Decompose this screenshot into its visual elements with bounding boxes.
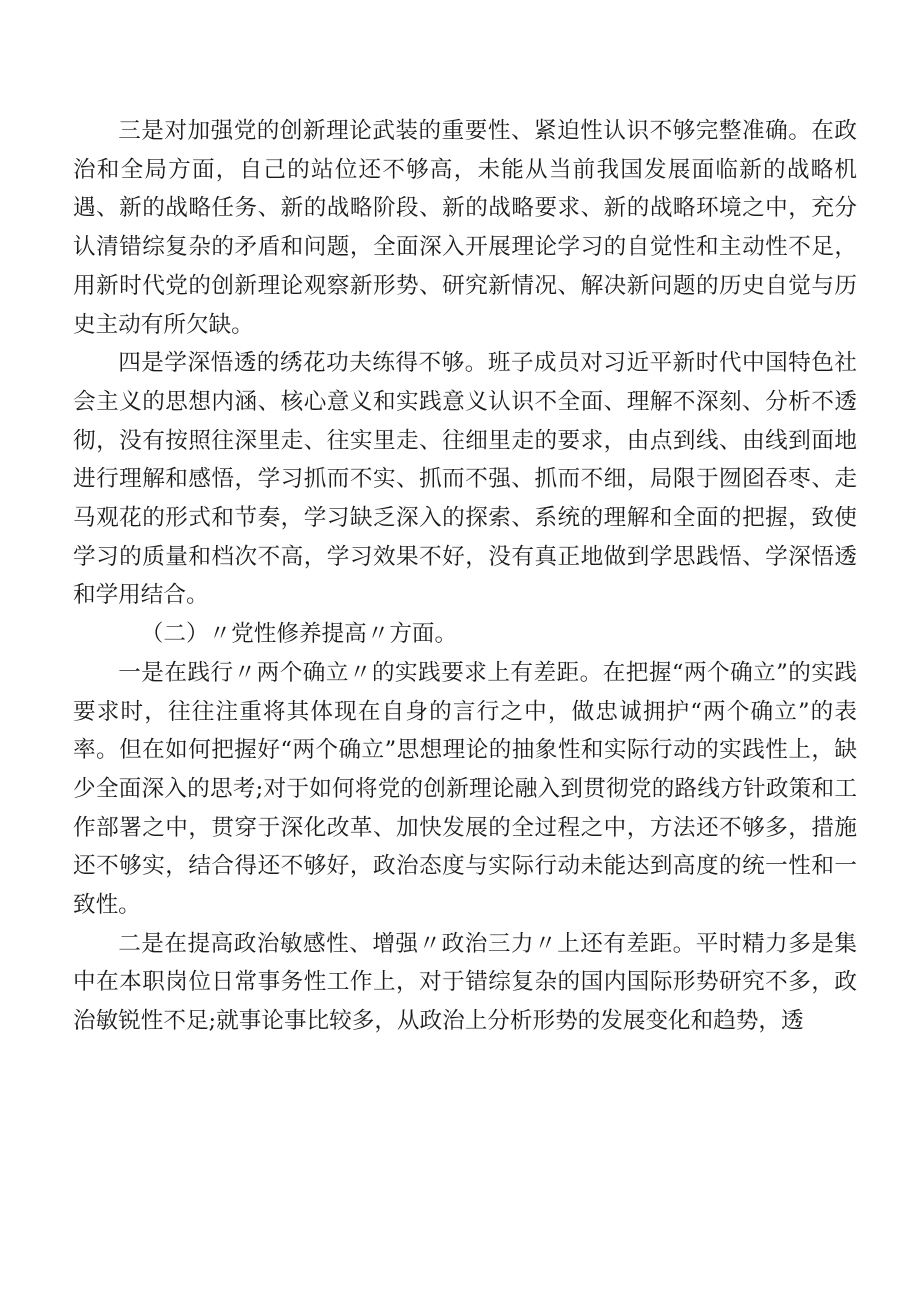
document-body	[73, 112, 857, 1041]
paragraph-point-two: 二是在提高政治敏感性、增强〃政治三力〃上还有差距。平时精力多是集中在本职岗位日常事务性工作上，对于错综复杂的国内国际形势研究不多，政治敏锐性不足;就事论事比较多，从政治上分析形势的发展变化和趋势，透	[73, 930, 857, 1035]
paragraph-point-four: 四是学深悟透的绣花功夫练得不够。班子成员对习近平新时代中国特色社会主义的思想内涵、核心意义和实践意义认识不全面、理解不深刻、分析不透彻，没有按照往深里走、往实里走、往细里走的要求，由点到线、由线到面地进行理解和感悟，学习抓而不实、抓而不强、抓而不细，局限于囫囵吞枣、走马观花的形式和节奏，学习缺乏深入的探索、系统的理解和全面的把握，致使学习的质量和档次不高，学习效果不好，没有真正地做到学思践悟、学深悟透和学用结合。	[73, 350, 857, 609]
paragraph-point-three: 三是对加强党的创新理论武装的重要性、紧迫性认识不够完整准确。在政治和全局方面，自己的站位还不够高，未能从当前我国发展面临新的战略机遇、新的战略任务、新的战略阶段、新的战略要求、新的战略环境之中，充分认清错综复杂的矛盾和问题，全面深入开展理论学习的自觉性和主动性不足，用新时代党的创新理论观察新形势、研究新情况、解决新问题的历史自觉与历史主动有所欠缺。	[73, 118, 857, 338]
paragraph-point-one: 一是在践行〃两个确立〃的实践要求上有差距。在把握“两个确立”的实践要求时，往往注重将其体现在自身的言行之中，做忠诚拥护“两个确立”的表率。但在如何把握好“两个确立”思想理论的抽象性和实际行动的实践性上，缺少全面深入的思考;对于如何将党的创新理论融入到贯彻党的路线方针政策和工作部署之中，贯穿于深化改革、加快发展的全过程之中，方法还不够多，措施还不够实，结合得还不够好，政治态度与实际行动未能达到高度的统一性和一致性。	[73, 659, 857, 919]
section-heading-party-spirit: （二）〃党性修养提高〃方面。	[140, 621, 458, 648]
